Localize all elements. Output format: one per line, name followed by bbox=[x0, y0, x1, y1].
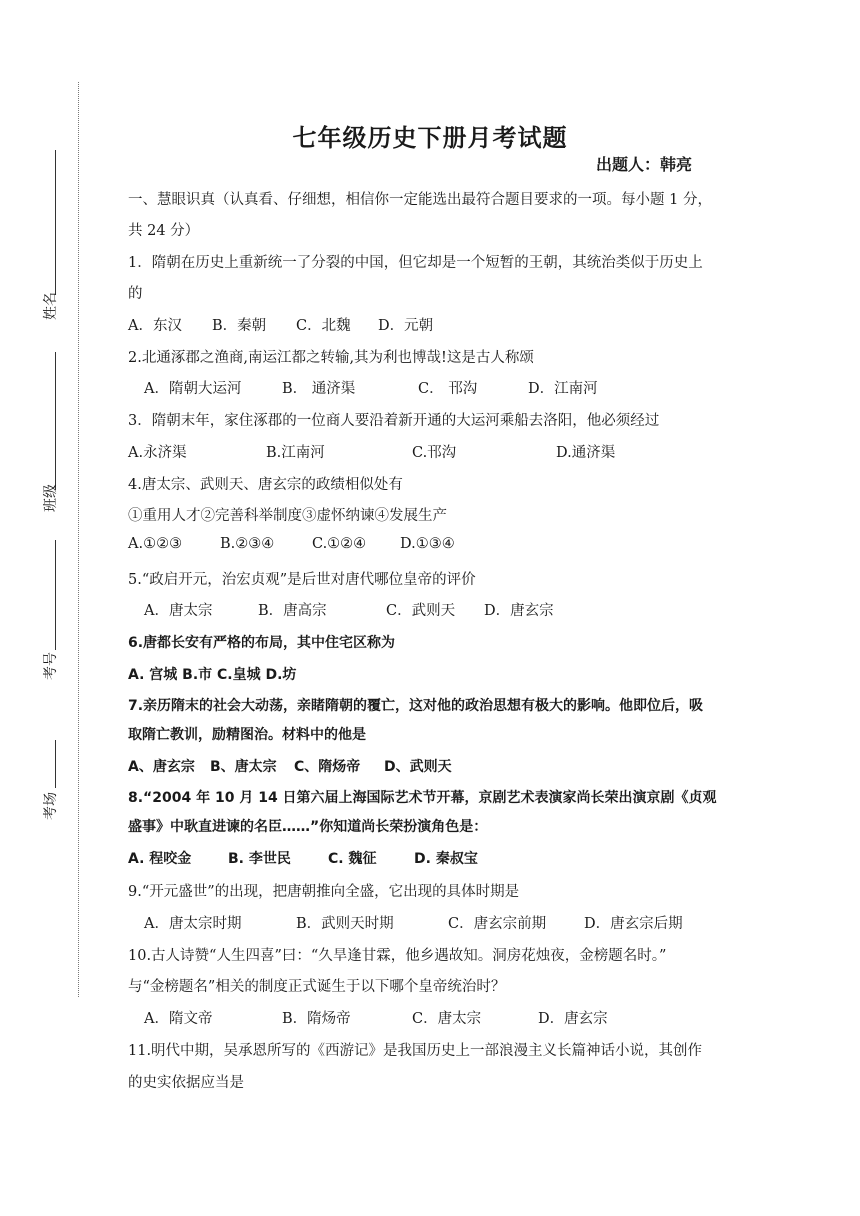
option-d[interactable]: D.通济渠 bbox=[556, 445, 616, 461]
option-a[interactable]: A．唐太宗 bbox=[144, 603, 213, 619]
question-1-line1: 1．隋朝在历史上重新统一了分裂的中国，但它却是一个短暂的王朝，其统治类似于历史上 bbox=[128, 255, 703, 271]
option-b[interactable]: B．秦朝 bbox=[212, 318, 267, 334]
option-c[interactable]: C．北魏 bbox=[296, 318, 351, 334]
question-10-line2: 与“金榜题名”相关的制度正式诞生于以下哪个皇帝统治时？ bbox=[128, 979, 506, 995]
option-c[interactable]: C.邗沟 bbox=[412, 445, 457, 461]
question-8-line2: 盛事》中耿直进谏的名臣……”你知道尚长荣扮演角色是： bbox=[128, 819, 488, 835]
section-heading-line1: 一、慧眼识真（认真看、仔细想，相信你一定能选出最符合题目要求的一项。每小题 1 分， bbox=[128, 192, 712, 208]
question-2-line1: 2.北通涿郡之渔商,南运江都之转输,其为利也博哉!这是古人称颂 bbox=[128, 350, 534, 366]
exam-number-label: 考号 bbox=[43, 652, 59, 680]
page-title: 七年级历史下册月考试题 bbox=[292, 124, 568, 152]
option-b[interactable]: B．武则天时期 bbox=[296, 916, 394, 932]
fold-dotted-line bbox=[78, 82, 79, 997]
option-a[interactable]: A．隋文帝 bbox=[144, 1011, 213, 1027]
option-c[interactable]: C．唐太宗 bbox=[412, 1011, 482, 1027]
option-a[interactable]: A、唐玄宗 bbox=[128, 759, 195, 775]
option-b[interactable]: B．唐高宗 bbox=[258, 603, 327, 619]
option-d[interactable]: D. 秦叔宝 bbox=[414, 851, 478, 867]
option-c[interactable]: C． 邗沟 bbox=[418, 381, 478, 397]
question-1-line2: 的 bbox=[128, 286, 143, 302]
option-d[interactable]: D．唐玄宗后期 bbox=[584, 916, 683, 932]
option-b[interactable]: B、唐太宗 bbox=[210, 759, 277, 775]
question-4-line2: ①重用人才②完善科举制度③虚怀纳谏④发展生产 bbox=[128, 508, 447, 524]
exam-room-label: 考场 bbox=[43, 792, 59, 820]
option-c[interactable]: C、隋炀帝 bbox=[294, 759, 361, 775]
section-heading-line2: 共 24 分） bbox=[128, 223, 200, 239]
option-b[interactable]: B. 李世民 bbox=[228, 851, 291, 867]
question-4-line1: 4.唐太宗、武则天、唐玄宗的政绩相似处有 bbox=[128, 477, 403, 493]
class-label: 班级 bbox=[43, 484, 59, 512]
question-11-line2: 的史实依据应当是 bbox=[128, 1075, 244, 1091]
question-9-line1: 9.“开元盛世”的出现，把唐朝推向全盛，它出现的具体时期是 bbox=[128, 884, 520, 900]
option-a[interactable]: A.①②③ bbox=[128, 536, 183, 552]
option-a[interactable]: A. 程咬金 bbox=[128, 851, 192, 867]
option-b[interactable]: B.②③④ bbox=[220, 536, 275, 552]
option-a[interactable]: A．唐太宗时期 bbox=[144, 916, 242, 932]
option-a[interactable]: A．东汉 bbox=[128, 318, 182, 334]
question-7-line1: 7.亲历隋末的社会大动荡，亲睹隋朝的覆亡，这对他的政治思想有极大的影响。他即位后，吸 bbox=[128, 698, 704, 714]
option-d[interactable]: D．唐玄宗 bbox=[538, 1011, 608, 1027]
option-d[interactable]: D、武则天 bbox=[384, 759, 452, 775]
option-b[interactable]: B．隋炀帝 bbox=[282, 1011, 351, 1027]
option-d[interactable]: D．唐玄宗 bbox=[484, 603, 554, 619]
option-c[interactable]: C．唐玄宗前期 bbox=[448, 916, 547, 932]
question-3-line1: 3．隋朝末年，家住涿郡的一位商人要沿着新开通的大运河乘船去洛阳，他必须经过 bbox=[128, 413, 660, 429]
option-b[interactable]: B． 通济渠 bbox=[282, 381, 356, 397]
question-5-line1: 5.“政启开元，治宏贞观”是后世对唐代哪位皇帝的评价 bbox=[128, 572, 476, 588]
option-c[interactable]: C．武则天 bbox=[386, 603, 456, 619]
option-c[interactable]: C. 魏征 bbox=[328, 851, 377, 867]
option-b[interactable]: B.江南河 bbox=[266, 445, 325, 461]
option-c[interactable]: C.①②④ bbox=[312, 536, 367, 552]
option-a[interactable]: A.永济渠 bbox=[128, 445, 187, 461]
option-d[interactable]: D．元朝 bbox=[378, 318, 434, 334]
option-row[interactable]: A. 宫城 B.市 C.皇城 D.坊 bbox=[128, 667, 297, 683]
question-7-line2: 取隋亡教训，励精图治。材料中的他是 bbox=[128, 727, 366, 743]
question-6-line1: 6.唐都长安有严格的布局，其中住宅区称为 bbox=[128, 635, 396, 651]
question-11-line1: 11.明代中期，吴承恩所写的《西游记》是我国历史上一部浪漫主义长篇神话小说，其创作 bbox=[128, 1043, 703, 1059]
option-a[interactable]: A．隋朝大运河 bbox=[144, 381, 242, 397]
question-10-line1: 10.古人诗赞“人生四喜”曰：“久旱逢甘霖，他乡遇故知。洞房花烛夜，金榜题名时。” bbox=[128, 948, 667, 964]
question-8-line1: 8.“2004 年 10 月 14 日第六届上海国际艺术节开幕，京剧艺术表演家尚长荣出演京剧《贞观 bbox=[128, 790, 717, 806]
author-line: 出题人：韩亮 bbox=[596, 155, 693, 174]
option-d[interactable]: D.①③④ bbox=[400, 536, 455, 552]
name-label: 姓名 bbox=[43, 292, 59, 320]
option-d[interactable]: D．江南河 bbox=[528, 381, 598, 397]
